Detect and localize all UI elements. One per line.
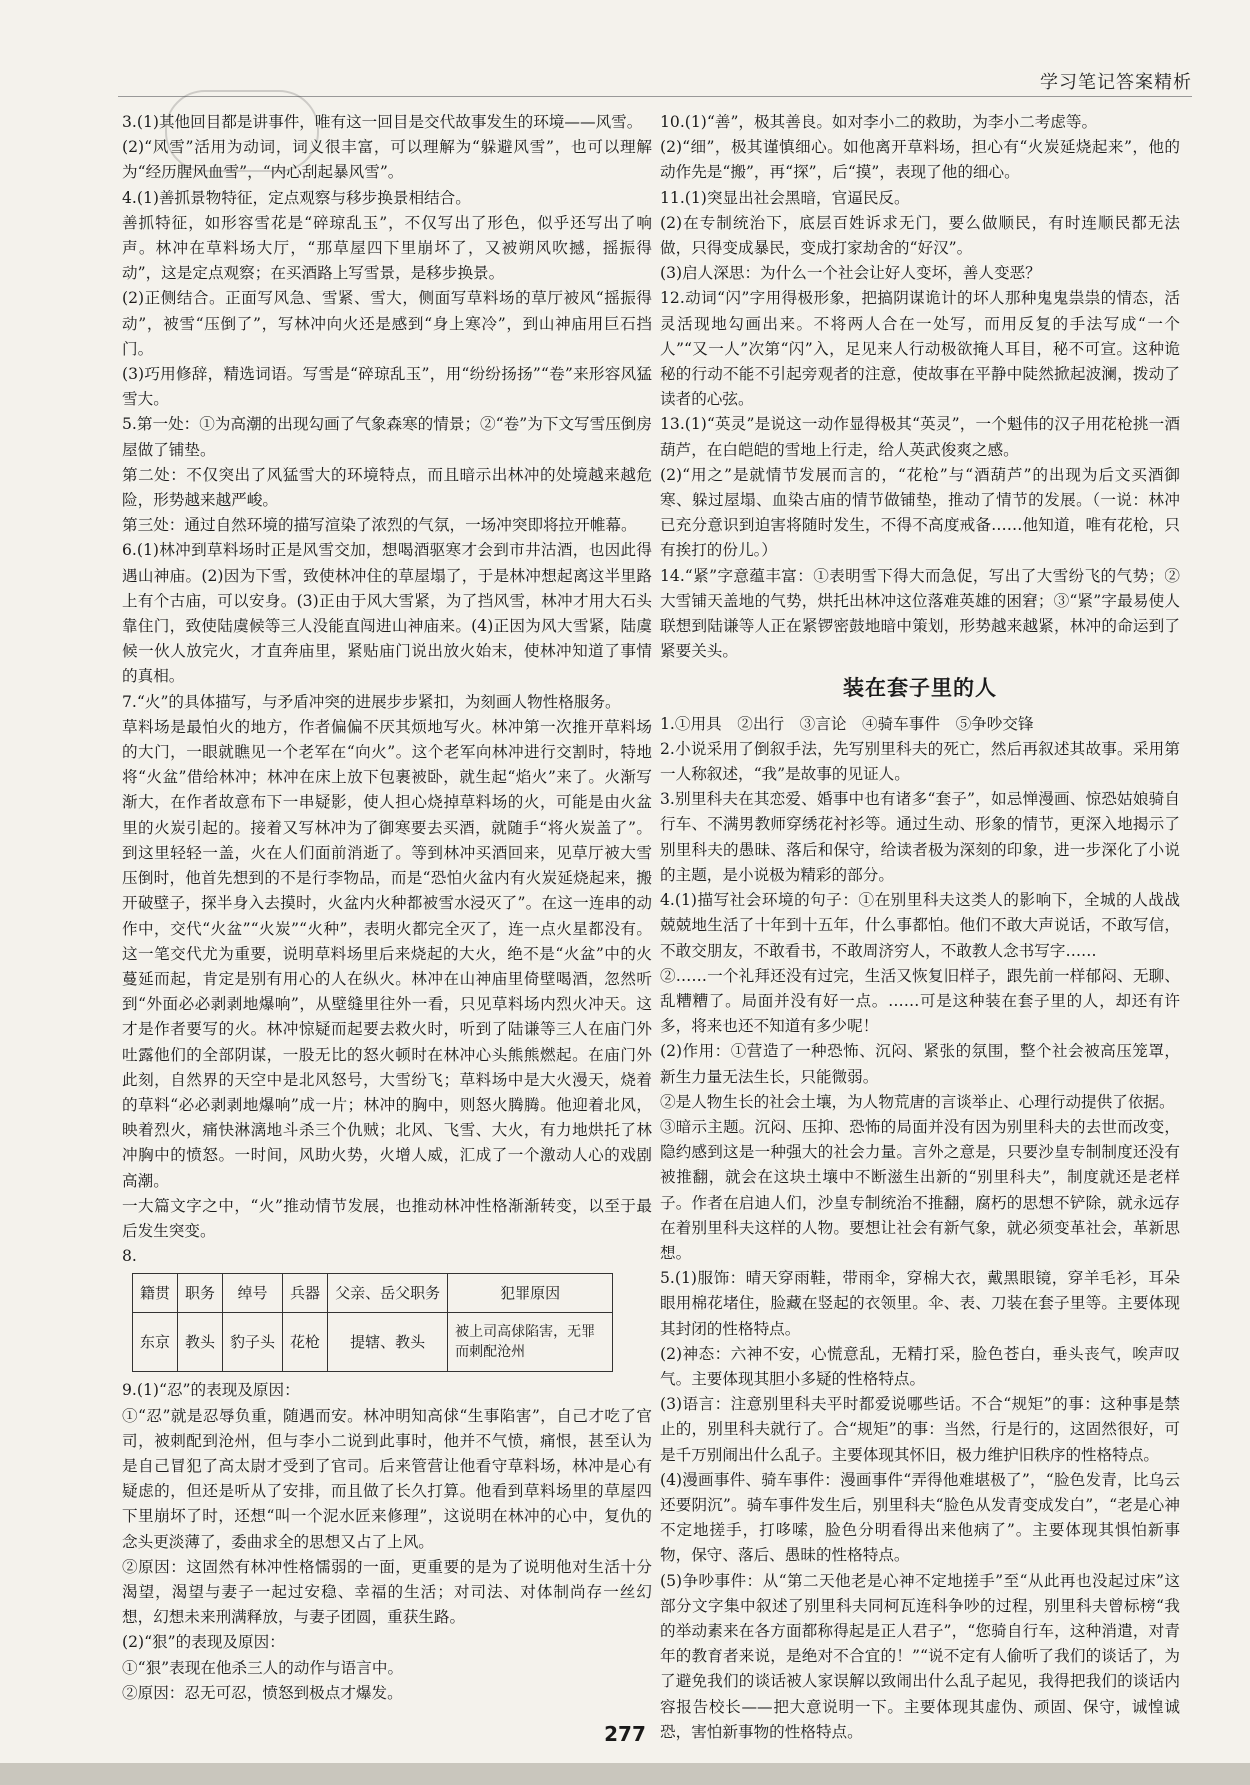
table-cell: 提辖、教头 xyxy=(328,1313,448,1372)
para: 3.别里科夫在其恋爱、婚事中也有诸多“套子”，如忌惮漫画、惊恐姑娘骑自行车、不满男教师穿绣花衬衫等。通过生动、形象的情节，更深入地揭示了别里科夫的愚昧、落后和保守，给读者极为深刻的印象，进一步深化了小说的主题，是小说极为精彩的部分。 xyxy=(660,790,1180,884)
para: (2)神态：六神不安，心慌意乱，无精打采，脸色苍白，垂头丧气，唉声叹气。主要体现其胆小多疑的性格特点。 xyxy=(660,1344,1180,1388)
table-cell: 豹子头 xyxy=(223,1313,283,1372)
para: 2.小说采用了倒叙手法，先写别里科夫的死亡，然后再叙述其故事。采用第一人称叙述，“我”是故事的见证人。 xyxy=(660,739,1180,784)
para: (3)启人深思：为什么一个社会让好人变坏，善人变恶？ xyxy=(660,264,1041,283)
para: 4.(1)善抓景物特征，定点观察与移步换景相结合。 xyxy=(122,188,471,207)
para: 一大篇文字之中，“火”推动情节发展，也推动林冲性格渐渐转变，以至于最后发生突变。 xyxy=(122,1196,652,1240)
para: (3)语言：注意别里科夫平时都爱说哪些话。不合“规矩”的事：这种事是禁止的，别里科夫就行了。合“规矩”的事：当然，行是行的，这固然很好，可是千万别闹出什么乱子。主要体现其怀旧，极力维护旧秩序的性格特点。 xyxy=(660,1395,1180,1464)
character-table xyxy=(132,1273,613,1372)
page-header: 学习笔记答案精析 xyxy=(1040,72,1192,93)
table-header: 职务 xyxy=(178,1274,223,1313)
para: 14.“紧”字意蕴丰富：①表明雪下得大而急促，写出了大雪纷飞的气势；②大雪铺天盖地的气势，烘托出林冲这位落难英雄的困窘；③“紧”字最易使人联想到陆谦等人正在紧锣密鼓地暗中策划，形势越来越紧，林冲的命运到了紧要关头。 xyxy=(660,566,1180,661)
table-cell: 被上司高俅陷害，无罪而刺配沧州 xyxy=(448,1313,613,1372)
para: 9.(1)“忍”的表现及原因： xyxy=(122,1381,300,1400)
para: 第二处：不仅突出了风猛雪大的环境特点，而且暗示出林冲的处境越来越危险，形势越来越严峻。 xyxy=(122,465,652,510)
para: (2)“细”，极其谨慎细心。如他离开草料场，担心有“火炭延烧起来”，他的动作先是“搬”，再“探”，后“摸”，表现了他的细心。 xyxy=(660,138,1180,182)
para: 10.(1)“善”，极其善良。如对李小二的救助，为李小二考虑等。 xyxy=(660,113,1098,131)
para: (2)作用：①营造了一种恐怖、沉闷、紧张的氛围，整个社会被高压笼罩，新生力量无法生长，只能微弱。 xyxy=(660,1042,1180,1086)
para: 6.(1)林冲到草料场时正是风雪交加，想喝酒驱寒才会到市井沽酒，也因此得遇山神庙。(2)因为下雪，致使林冲住的草屋塌了，于是林冲想起离这半里路上有个古庙，可以安身。(3)正由于风大雪紧，为了挡风雪，林冲才用大石头靠住门，致使陆虞候等三人没能直闯进山神庙来。(4)正因为风大雪紧，陆虞候一伙人放完火，才直奔庙里，紧贴庙门说出放火始末，使林冲知道了事情的真相。 xyxy=(122,541,652,686)
para: 3.(1)其他回目都是讲事件，唯有这一回目是交代故事发生的环境——风雪。 xyxy=(122,113,643,131)
para: 11.(1)突显出社会黑暗，官逼民反。 xyxy=(660,188,910,207)
right-column xyxy=(660,110,1180,1745)
para: (2)在专制统治下，底层百姓诉求无门，要么做顺民，有时连顺民都无法做，只得变成暴民，变成打家劫舍的“好汉”。 xyxy=(660,213,1180,258)
para: 7.“火”的具体描写，与矛盾冲突的进展步步紧扣，为刻画人物性格服务。 xyxy=(122,692,621,711)
para: ②原因：这固然有林冲性格懦弱的一面，更重要的是为了说明他对生活十分渴望，渴望与妻子一起过安稳、幸福的生活；对司法、对体制尚存一丝幻想，幻想未来刑满释放，与妻子团圆，重获生路。 xyxy=(122,1557,652,1627)
para: (3)巧用修辞，精选词语。写雪是“碎琼乱玉”，用“纷纷扬扬”“卷”来形容风猛雪大。 xyxy=(122,365,652,409)
para: 草料场是最怕火的地方，作者偏偏不厌其烦地写火。林冲第一次推开草料场的大门，一眼就瞧见一个老军在“向火”。这个老军向林冲进行交割时，特地将“火盆”借给林冲；林冲在床上放下包裹被卧，就生起“焰火”来了。火渐写渐大，在作者故意布下一串疑影，使人担心烧掉草料场的火，可能是由火盆里的火炭引起的。接着又写林冲为了御寒要去买酒，就随手“将火炭盖了”。到这里轻轻一盖，火在人们面前消逝了。等到林冲买酒回来，见草厅被大雪压倒时，他首先想到的不是行李物品，而是“恐怕火盆内有火炭延烧起来，搬开破壁子，探半身入去摸时，火盆内火种都被雪水浸灭了”。在这一连串的动作中，交代“火盆”“火炭”“火种”，表明火都完全灭了，连一点火星都没有。这一笔交代尤为重要，说明草料场里后来烧起的大火，绝不是“火盆”中的火蔓延而起，肯定是别有用心的人在纵火。林冲在山神庙里倚壁喝酒，忽然听到“外面必必剥剥地爆响”，从壁缝里往外一看，只见草料场内烈火冲天。这才是作者要写的火。林冲惊疑而起要去救火时，听到了陆谦等三人在庙门外吐露他们的全部阴谋，一股无比的怒火顿时在林冲心头熊熊燃起。在庙门外此刻，自然界的天空中是北风怒号，大雪纷飞；草料场中是大火漫天，烧着的草料“必必剥剥地爆响”成一片；林冲的胸中，则怒火腾腾。他迎着北风，映着烈火，痛快淋漓地斗杀三个仇贼；北风、飞雪、大火，有力地烘托了林冲胸中的愤怒。一时间，风助火势，火增人威，汇成了一个激动人心的戏剧高潮。 xyxy=(122,717,652,1190)
para: 1.①用具 ②出行 ③言论 ④骑车事件 ⑤争吵交锋 xyxy=(660,714,1034,733)
para: 12.动词“闪”字用得极形象，把搞阴谋诡计的坏人那种鬼鬼祟祟的情态，活灵活现地勾画出来。不将两人合在一处写，而用反复的手法写成“一个人”“又一人”次第“闪”入，足见来人行动极欲掩人耳目，秘不可宣。这种诡秘的行动不能不引起旁观者的注意，使故事在平静中陡然掀起波澜，拨动了读者的心弦。 xyxy=(660,289,1180,409)
table-header: 犯罪原因 xyxy=(448,1274,613,1313)
para: (4)漫画事件、骑车事件：漫画事件“弄得他难堪极了”，“脸色发青，比乌云还要阴沉”。骑车事件发生后，别里科夫“脸色从发青变成发白”，“老是心神不定地搓手，打哆嗦，脸色分明看得出来他病了”。主要体现其惧怕新事物，保守、落后、愚昧的性格特点。 xyxy=(660,1470,1180,1565)
para: 13.(1)“英灵”是说这一动作显得极其“英灵”，一个魁伟的汉子用花枪挑一酒葫芦，在白皑皑的雪地上行走，给人英武俊爽之感。 xyxy=(660,415,1180,459)
para: ①“狠”表现在他杀三人的动作与语言中。 xyxy=(122,1658,404,1677)
table-header: 父亲、岳父职务 xyxy=(328,1274,448,1313)
para: ②……一个礼拜还没有过完，生活又恢复旧样子，跟先前一样郁闷、无聊、乱糟糟了。局面并没有好一点。……可是这种装在套子里的人，却还有许多，将来也还不知道有多少呢！ xyxy=(660,966,1180,1036)
para: ②是人物生长的社会土壤，为人物荒唐的言谈举止、心理行动提供了依据。 xyxy=(660,1092,1175,1111)
table-cell: 东京 xyxy=(133,1313,178,1372)
para: (2)“狠”的表现及原因： xyxy=(122,1633,285,1652)
section-title: 装在套子里的人 xyxy=(843,676,997,701)
para: ③暗示主题。沉闷、压抑、恐怖的局面并没有因为别里科夫的去世而改变，隐约感到这是一种强大的社会力量。言外之意是，只要沙皇专制制度还没有被推翻，就会在这块土壤中不断滋生出新的“别里科夫”，制度就还是老样子。作者在启迪人们，沙皇专制统治不推翻，腐朽的思想不铲除，就永远存在着别里科夫这样的人物。要想让社会有新气象，就必须变革社会，革新思想。 xyxy=(660,1117,1180,1262)
para: ②原因：忍无可忍，愤怒到极点才爆发。 xyxy=(122,1683,403,1702)
table-header: 兵器 xyxy=(283,1274,328,1313)
para: (2)正侧结合。正面写风急、雪紧、雪大，侧面写草料场的草厅被风“摇振得动”，被雪“压倒了”，写林冲向火还是感到“身上寒冷”，到山神庙用巨石挡门。 xyxy=(122,289,652,358)
table-header: 绰号 xyxy=(223,1274,283,1313)
table-header: 籍贯 xyxy=(133,1274,178,1313)
para: 8. xyxy=(122,1247,137,1266)
para: (5)争吵事件：从“第二天他老是心神不定地搓手”至“从此再也没起过床”这部分文字集中叙述了别里科夫同柯瓦连科争吵的过程，别里科夫曾标榜“我的举动素来在各方面都称得起是正人君子”，“您骑自行车，这种消遣，对青年的教育者来说，是绝对不合宜的！”“说不定有人偷听了我们的谈话了，为了避免我们的谈话被人家误解以致闹出什么乱子起见，我得把我们的谈话内容报告校长——把大意说明一下。主要体现其虚伪、顽固、保守，诚惶诚恐，害怕新事物的性格特点。 xyxy=(660,1571,1180,1741)
table-cell: 教头 xyxy=(178,1313,223,1372)
para: 善抓特征，如形容雪花是“碎琼乱玉”，不仅写出了形色，似乎还写出了响声。林冲在草料场大厅，“那草屋四下里崩坏了，又被朔风吹撼，摇振得动”，这是定点观察；在买酒路上写雪景，是移步换景。 xyxy=(122,213,652,283)
page-bottom-edge xyxy=(0,1763,1250,1785)
para: 5.(1)服饰：晴天穿雨鞋，带雨伞，穿棉大衣，戴黑眼镜，穿羊毛衫，耳朵眼用棉花堵住，脸藏在竖起的衣领里。伞、表、刀装在套子里等。主要体现其封闭的性格特点。 xyxy=(660,1269,1180,1338)
table-cell: 花枪 xyxy=(283,1313,328,1372)
table-row xyxy=(133,1313,613,1372)
para: (2)“风雪”活用为动词，词义很丰富，可以理解为“躲避风雪”，也可以理解为“经历腥风血雪”，“内心刮起暴风雪”。 xyxy=(122,138,652,182)
para: 5.第一处：①为高潮的出现勾画了气象森寒的情景；②“卷”为下文写雪压倒房屋做了铺垫。 xyxy=(122,415,652,459)
para: 4.(1)描写社会环境的句子：①在别里科夫这类人的影响下，全城的人战战兢兢地生活了十年到十五年，什么事都怕。他们不敢大声说话，不敢写信，不敢交朋友，不敢看书，不敢周济穷人，不敢教人念书写字…… xyxy=(660,891,1180,960)
para: (2)“用之”是就情节发展而言的，“花枪”与“酒葫芦”的出现为后文买酒御寒、躲过屋塌、血染古庙的情节做铺垫，推动了情节的发展。（一说：林冲已充分意识到迫害将随时发生，不得不高度戒备……他知道，唯有花枪，只有挨打的份儿。） xyxy=(660,465,1180,560)
para: 第三处：通过自然环境的描写渲染了浓烈的气氛，一场冲突即将拉开帷幕。 xyxy=(122,516,637,535)
para: ①“忍”就是忍辱负重，随遇而安。林冲明知高俅“生事陷害”，自己才吃了官司，被刺配到沧州，但与李小二说到此事时，他并不气愤，痛恨，甚至认为是自己冒犯了高太尉才受到了官司。后来管营让他看守草料场，林冲是心有疑虑的，但还是听从了安排，而且做了长久打算。他看到草料场里的草屋四下里崩坏了时，还想“叫一个泥水匠来修理”，这说明在林冲的心中，复仇的念头更淡薄了，委曲求全的思想又占了上风。 xyxy=(122,1406,652,1551)
left-column xyxy=(122,110,652,1706)
page-number: 277 xyxy=(604,1722,646,1746)
table-header-row xyxy=(133,1274,613,1313)
